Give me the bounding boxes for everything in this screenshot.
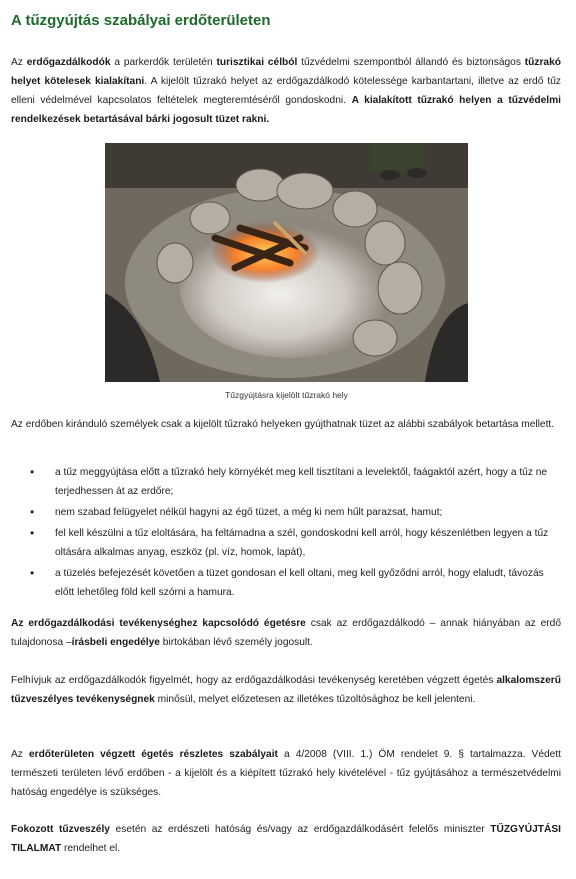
photo-caption: Tűzgyújtásra kijelölt tűzrakó hely [225,390,348,400]
text: esetén az erdészeti hatóság és/vagy az erdőgazdálkodásért felelős miniszter [109,824,491,835]
text: birtokában lévő személy jogosult. [159,637,313,648]
text: rendelhet el. [61,843,121,854]
rules-list [30,463,560,604]
fire-pit-photo [105,143,468,382]
list-item: • fel kell készülni a tűz eloltására, ha feltámadna a szél, gondoskodni kell arról, hogy készenlétben legyen a tűz oltására alkalmas anyag, eszköz (pl. víz, homok, lapát), [30,524,560,562]
text: Az [11,57,27,68]
text: csak az erdőgazdálkodó – annak hiányában az erdő tulajdonosa – [11,618,561,648]
list-item: • a tüzelés befejezését követően a tüzet gondosan el kell oltani, meg kell győződni arról, hogy elaludt, távozás előtt lehetőleg föld kell szórni a hamura. [30,564,560,602]
bold-text: tűzrakó helyet kötelesek kialakítani [11,57,561,87]
list-item: • nem szabad felügyelet nélkül hagyni az égő tüzet, a még ki nem hűlt parazsat, hamut; [30,503,560,522]
text: . A kijelölt tűzrakó helyet az erdőgazdálkodó kötelessége karbantartani, illetve az erdő tűz elleni védelmével kapcsolatos feltételek megteremtéséről gondoskodni. [11,76,562,106]
burning-paragraph [11,614,561,652]
list-item: • a tűz meggyújtása előtt a tűzrakó hely környékét meg kell tisztítani a levelektől, faágaktól azért, hogy a tűz ne terjedhessen át az erdőre; [30,463,560,501]
regulation-paragraph [11,745,561,802]
bold-text: turisztikai célból [216,57,298,68]
text: a parkerdők területén [110,57,217,68]
rules-intro: Az erdőben kiránduló személyek csak a kijelölt tűzrakó helyeken gyújthatnak tüzet az alábbi szabályok betartása mellett. [11,419,555,430]
bold-text: Az erdőgazdálkodási tevékenységhez kapcsolódó égetésre [11,618,306,629]
bold-text: Fokozott tűzveszély [11,824,110,835]
text: a 4/2008 (VIII. 1.) ÖM rendelet 9. § tartalmazza. Védett természeti területen lévő erdőben - a kijelölt és a kiépített tűzrakó hely kivételével - tűz gyújtásához a természetvédelmi hatóság engedélye is szükséges. [11,749,562,798]
text: tűzvédelmi szempontból állandó és biztonságos [297,57,525,68]
bold-text: írásbeli engedélye [71,637,160,648]
bold-text: TŰZGYÚJTÁSI TILALMAT [11,824,561,854]
fire-danger-paragraph [11,820,561,858]
attention-paragraph [11,671,561,709]
text: Felhívjuk az erdőgazdálkodók figyelmét, hogy az erdőgazdálkodási tevékenység keretében végzett égetés [11,675,497,686]
bold-text: A kialakított tűzrakó helyen a tűzvédelmi rendelkezések betartásával bárki jogosult tüzet rakni. [11,95,561,125]
bold-text: erdőterületen végzett égetés részletes szabályait [28,749,278,760]
fire-pit-illustration [105,143,468,382]
bold-text: erdőgazdálkodók [26,57,111,68]
bold-text: alkalomszerű tűzveszélyes tevékenységnek [11,675,561,705]
intro-paragraph [11,53,561,129]
page-title: A tűzgyújtás szabályai erdőterületen [11,12,271,29]
text: Az [11,749,29,760]
text: minősül, melyet előzetesen az illetékes tűzoltósághoz be kell jelenteni. [154,694,476,705]
